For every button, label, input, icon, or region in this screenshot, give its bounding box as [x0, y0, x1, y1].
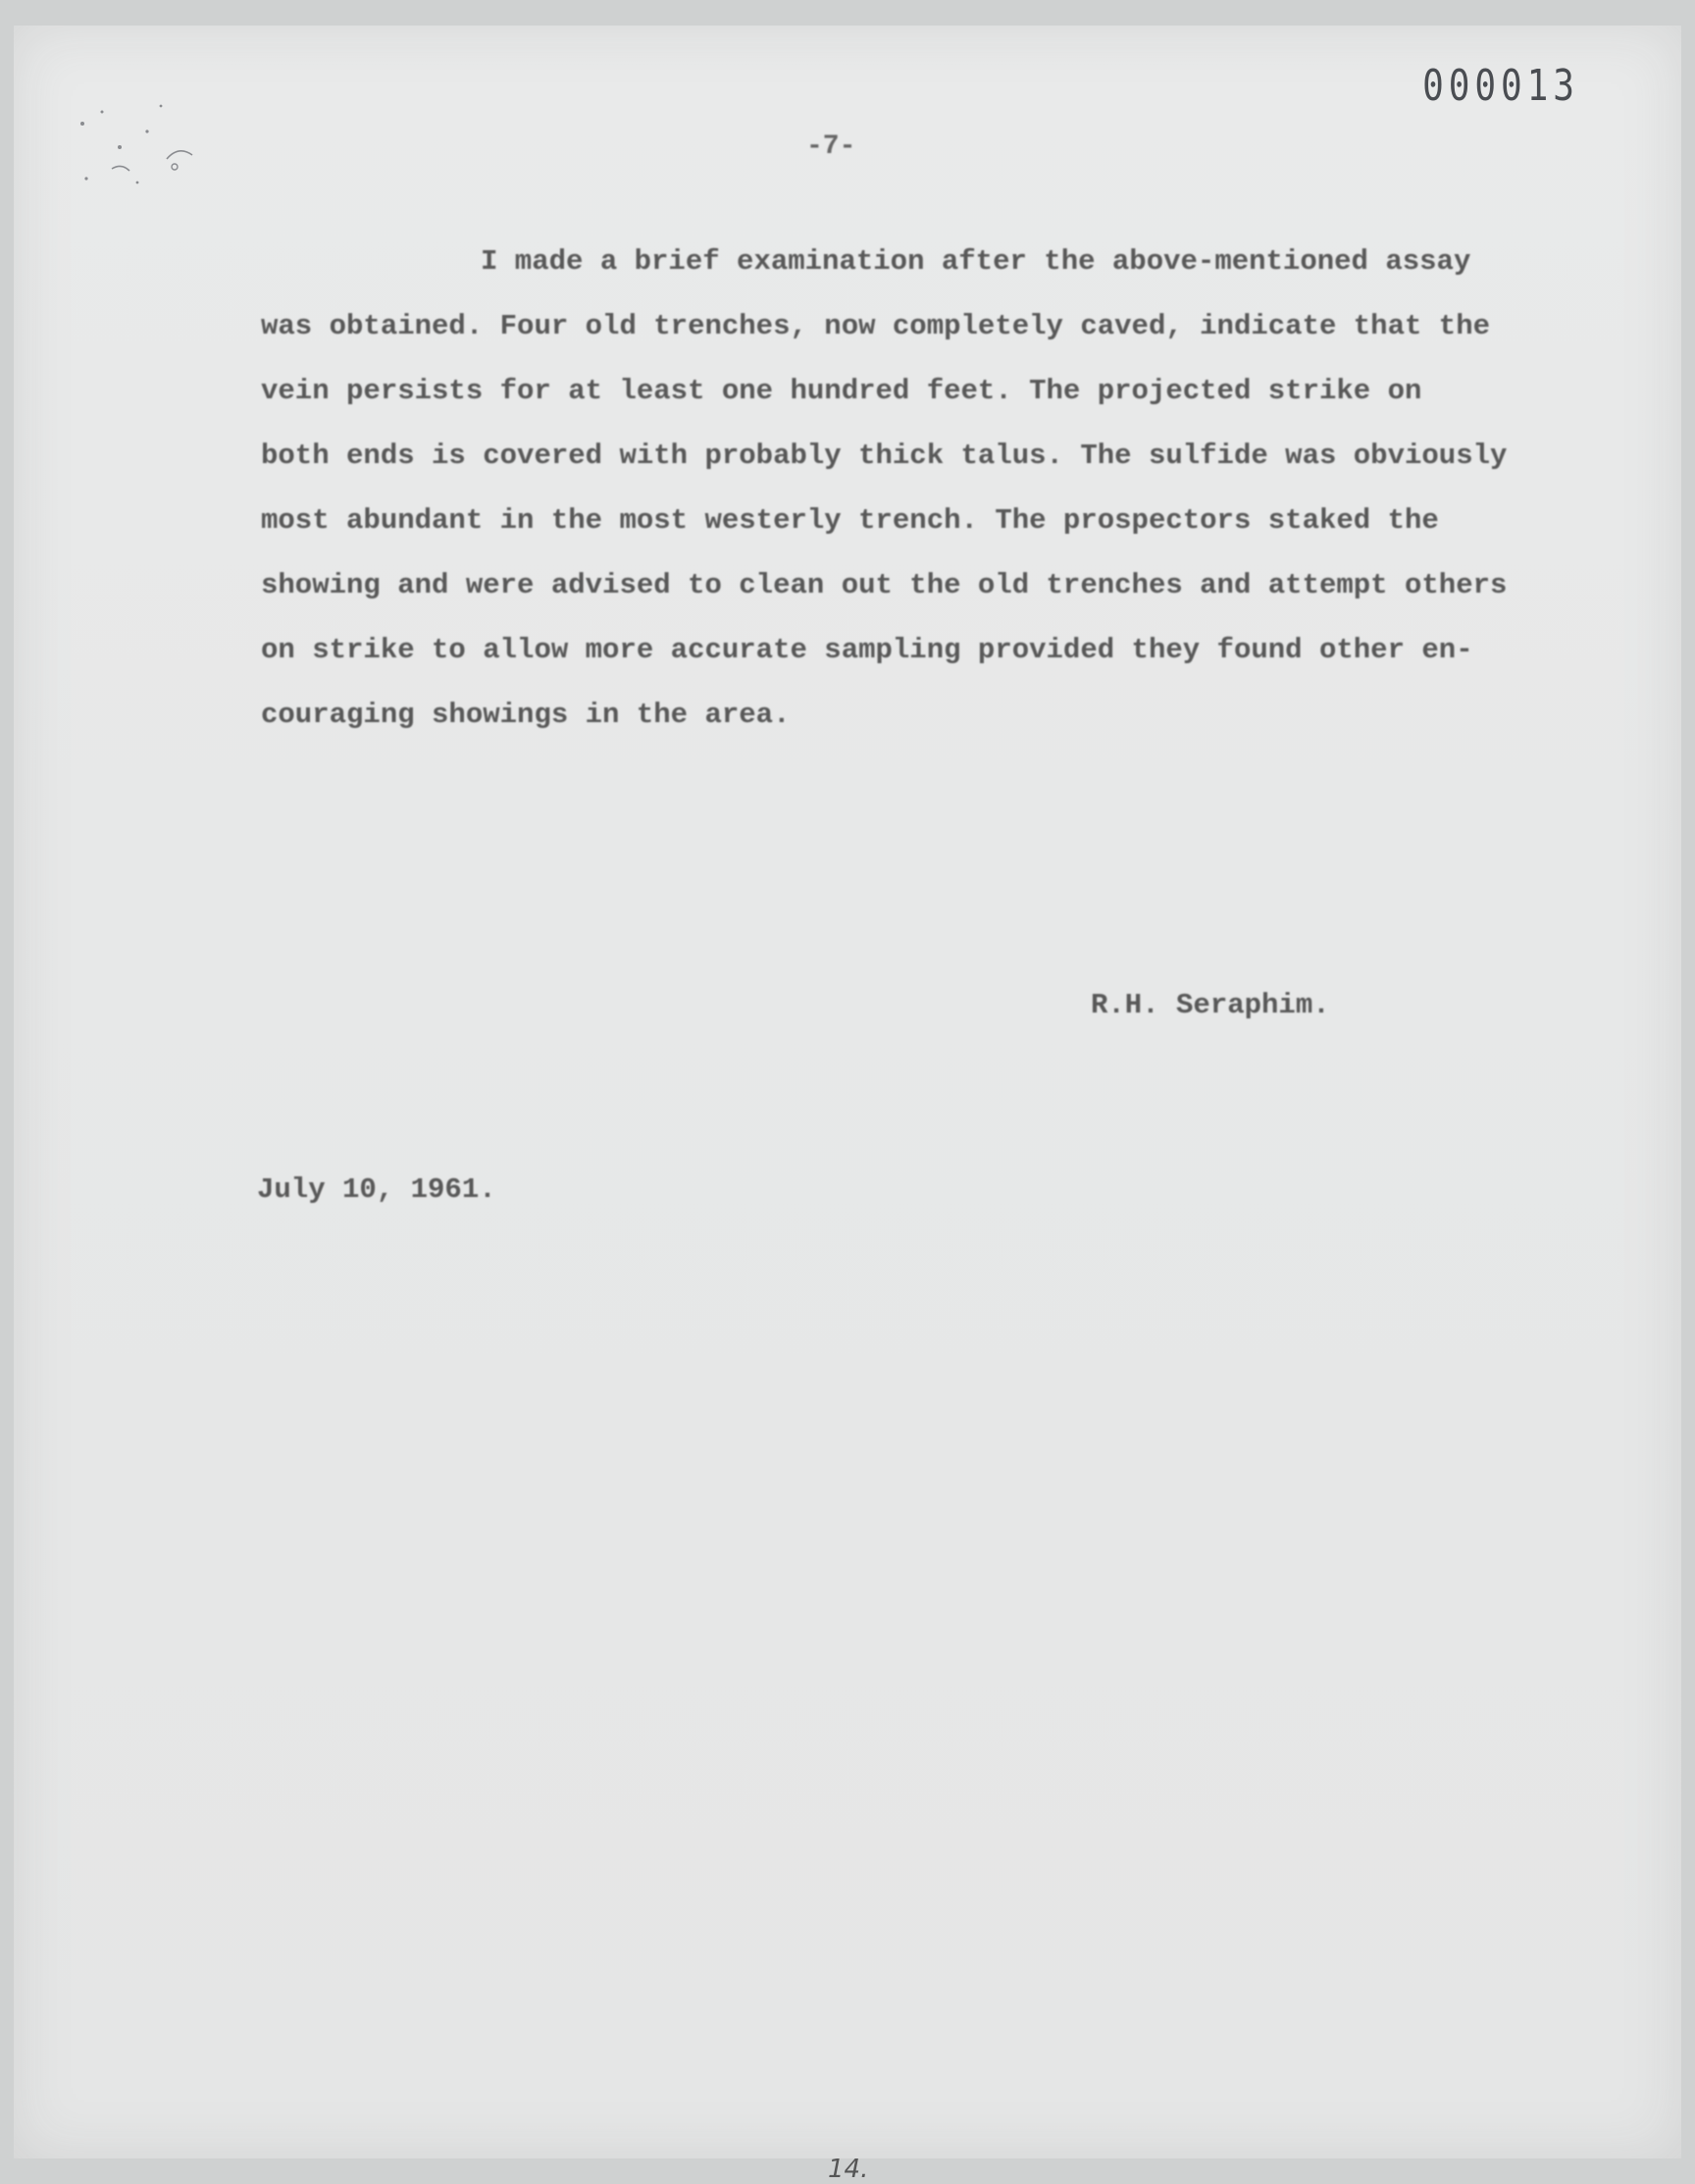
body-line: both ends is covered with probably thick talus. The sulfide was obviously [261, 440, 1508, 472]
page-number: -7- [806, 131, 856, 162]
page-id-stamp: 000013 [1422, 61, 1579, 111]
document-page [14, 26, 1681, 2184]
body-line: couraging showings in the area. [261, 699, 791, 731]
body-line: I made a brief examination after the above-mentioned assay [481, 245, 1471, 278]
body-line: showing and were advised to clean out the old trenches and attempt others [261, 569, 1508, 601]
body-paragraph [261, 230, 1516, 748]
paper-specks [73, 84, 220, 202]
signature: R.H. Seraphim. [1091, 989, 1330, 1021]
document-date: July 10, 1961. [257, 1173, 496, 1206]
body-line: was obtained. Four old trenches, now completely caved, indicate that the [261, 310, 1491, 342]
footer-mark: 14. [828, 2155, 869, 2184]
body-line: on strike to allow more accurate sampling provided they found other en- [261, 634, 1473, 666]
body-line: most abundant in the most westerly trench. The prospectors staked the [261, 504, 1439, 537]
body-line: vein persists for at least one hundred feet. The projected strike on [261, 375, 1422, 407]
